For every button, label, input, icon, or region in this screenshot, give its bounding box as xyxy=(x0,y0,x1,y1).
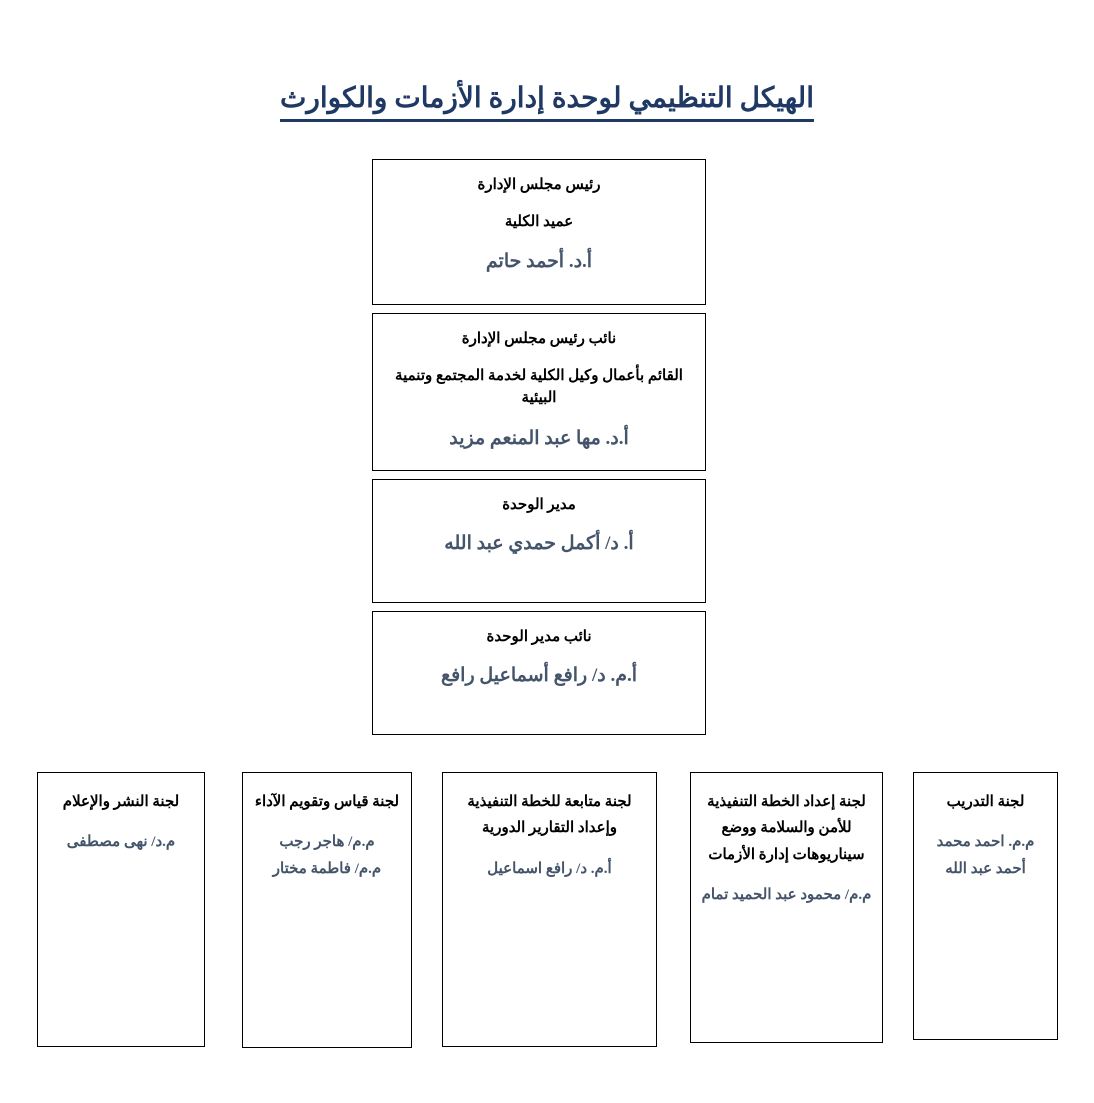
org-box-vice-chairman xyxy=(372,313,706,471)
page-title xyxy=(0,81,1094,122)
committee-title: لجنة النشر والإعلام xyxy=(62,794,180,810)
org-box-chairman-role-secondary: عميد الكلية xyxy=(504,213,574,230)
committee-member: م.م/ محمود عبد الحميد تمام xyxy=(701,886,872,903)
org-box-chairman xyxy=(372,159,706,305)
committee-member: م.م/ هاجر رجب xyxy=(279,834,375,851)
committee-box-training xyxy=(913,772,1058,1040)
committee-box-plan-followup-reports xyxy=(442,772,657,1047)
committee-title: لجنة متابعة للخطة التنفيذية وإعداد التقارير الدورية xyxy=(467,794,632,837)
committee-box-safety-plan-scenarios xyxy=(690,772,883,1043)
committee-member: أحمد عبد الله xyxy=(945,860,1026,877)
org-box-deputy-director xyxy=(372,611,706,735)
org-box-unit-director-person: أ. د/ أكمل حمدي عبد الله xyxy=(444,532,634,554)
org-hierarchy-stack xyxy=(372,159,706,735)
committee-title: لجنة قياس وتقويم الآداء xyxy=(254,794,400,810)
committee-title: لجنة التدريب xyxy=(946,794,1025,810)
org-box-deputy-director-role-primary: نائب مدير الوحدة xyxy=(486,629,592,645)
page-title-text: الهيكل التنظيمي لوحدة إدارة الأزمات والكوارث xyxy=(280,81,814,122)
committee-member: أ.م. د/ رافع اسماعيل xyxy=(487,860,612,877)
org-box-vice-chairman-role-primary: نائب رئيس مجلس الإدارة xyxy=(461,331,617,347)
org-box-chairman-person: أ.د. أحمد حاتم xyxy=(485,251,593,272)
org-box-vice-chairman-role-secondary: القائم بأعمال وكيل الكلية لخدمة المجتمع وتنمية البيئية xyxy=(395,367,683,406)
org-box-deputy-director-person: أ.م. د/ رافع أسماعيل رافع xyxy=(440,664,637,686)
org-box-unit-director xyxy=(372,479,706,603)
committee-box-publishing-media xyxy=(37,772,205,1047)
org-box-vice-chairman-person: أ.د. مها عبد المنعم مزيد xyxy=(449,427,629,449)
committee-title: لجنة إعداد الخطة التنفيذية للأمن والسلامة ووضع سيناريوهات إدارة الأزمات xyxy=(707,794,866,863)
committee-member: م.د/ نهى مصطفى xyxy=(66,834,176,851)
committee-member: م.م/ فاطمة مختار xyxy=(272,860,382,877)
committee-member: م.م. احمد محمد xyxy=(936,834,1035,851)
org-box-unit-director-role-primary: مدير الوحدة xyxy=(502,497,576,513)
committee-box-performance-measurement xyxy=(242,772,412,1048)
org-box-chairman-role-primary: رئيس مجلس الإدارة xyxy=(477,177,601,193)
